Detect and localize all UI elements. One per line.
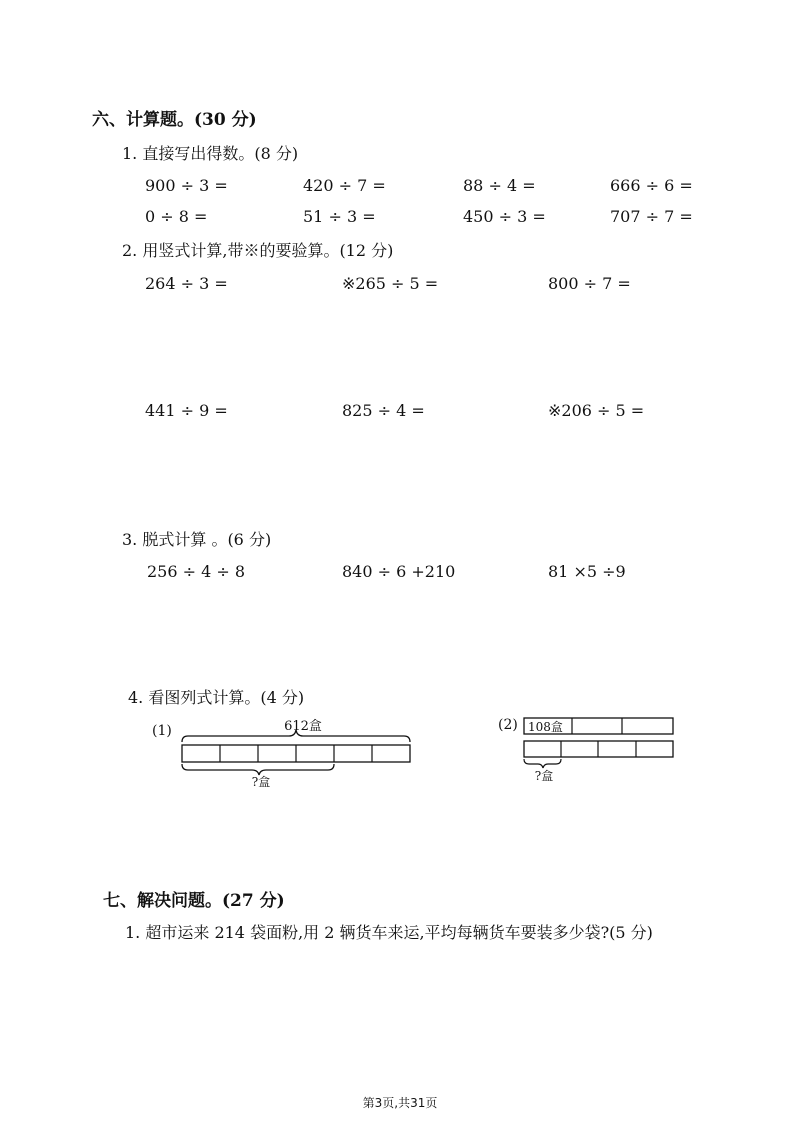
fig1-label: (1) (152, 723, 172, 739)
q4-title: 4. 看图列式计算。(4 分) (128, 688, 305, 707)
fig2-diagram (520, 712, 680, 787)
section-6-title: 六、计算题。(30 分) (92, 110, 257, 130)
q1-title: 1. 直接写出得数。(8 分) (122, 144, 299, 163)
q2-title: 2. 用竖式计算,带※的要验算。(12 分) (122, 241, 394, 260)
q2-item-2: ※265 ÷ 5 = (342, 274, 439, 293)
q3-item-1: 256 ÷ 4 ÷ 8 (147, 562, 246, 581)
fig2-bottom-label: ?盒 (534, 769, 554, 783)
q2-item-3: 800 ÷ 7 = (548, 274, 631, 293)
fig1-top-label: 612盒 (284, 719, 322, 734)
fig1-diagram (175, 712, 420, 792)
q1-item-6: 51 ÷ 3 = (303, 207, 376, 226)
q3-title: 3. 脱式计算 。(6 分) (122, 530, 272, 549)
fig2-bottom-brace (524, 759, 561, 768)
fig1-bottom-label: ?盒 (251, 775, 271, 789)
q1-item-5: 0 ÷ 8 = (145, 207, 208, 226)
s7-q1: 1. 超市运来 214 袋面粉,用 2 辆货车来运,平均每辆货车要装多少袋?(5 分) (125, 923, 653, 942)
fig2-box-label: 108盒 (528, 720, 563, 734)
q1-item-4: 666 ÷ 6 = (610, 176, 693, 195)
q3-item-3: 81 ×5 ÷9 (548, 562, 626, 581)
q2-item-4: 441 ÷ 9 = (145, 401, 228, 420)
fig1-bottom-brace (182, 764, 334, 775)
q3-item-2: 840 ÷ 6 +210 (342, 562, 456, 581)
q1-item-3: 88 ÷ 4 = (463, 176, 536, 195)
fig2-label: (2) (498, 717, 518, 733)
q1-item-1: 900 ÷ 3 = (145, 176, 228, 195)
q1-item-8: 707 ÷ 7 = (610, 207, 693, 226)
q2-item-1: 264 ÷ 3 = (145, 274, 228, 293)
page-footer: 第3页,共31页 (362, 1096, 438, 1110)
q2-item-6: ※206 ÷ 5 = (548, 401, 645, 420)
section-7-title: 七、解决问题。(27 分) (103, 891, 285, 911)
q1-item-2: 420 ÷ 7 = (303, 176, 386, 195)
fig1-top-brace (182, 730, 410, 742)
q2-item-5: 825 ÷ 4 = (342, 401, 425, 420)
q1-item-7: 450 ÷ 3 = (463, 207, 546, 226)
